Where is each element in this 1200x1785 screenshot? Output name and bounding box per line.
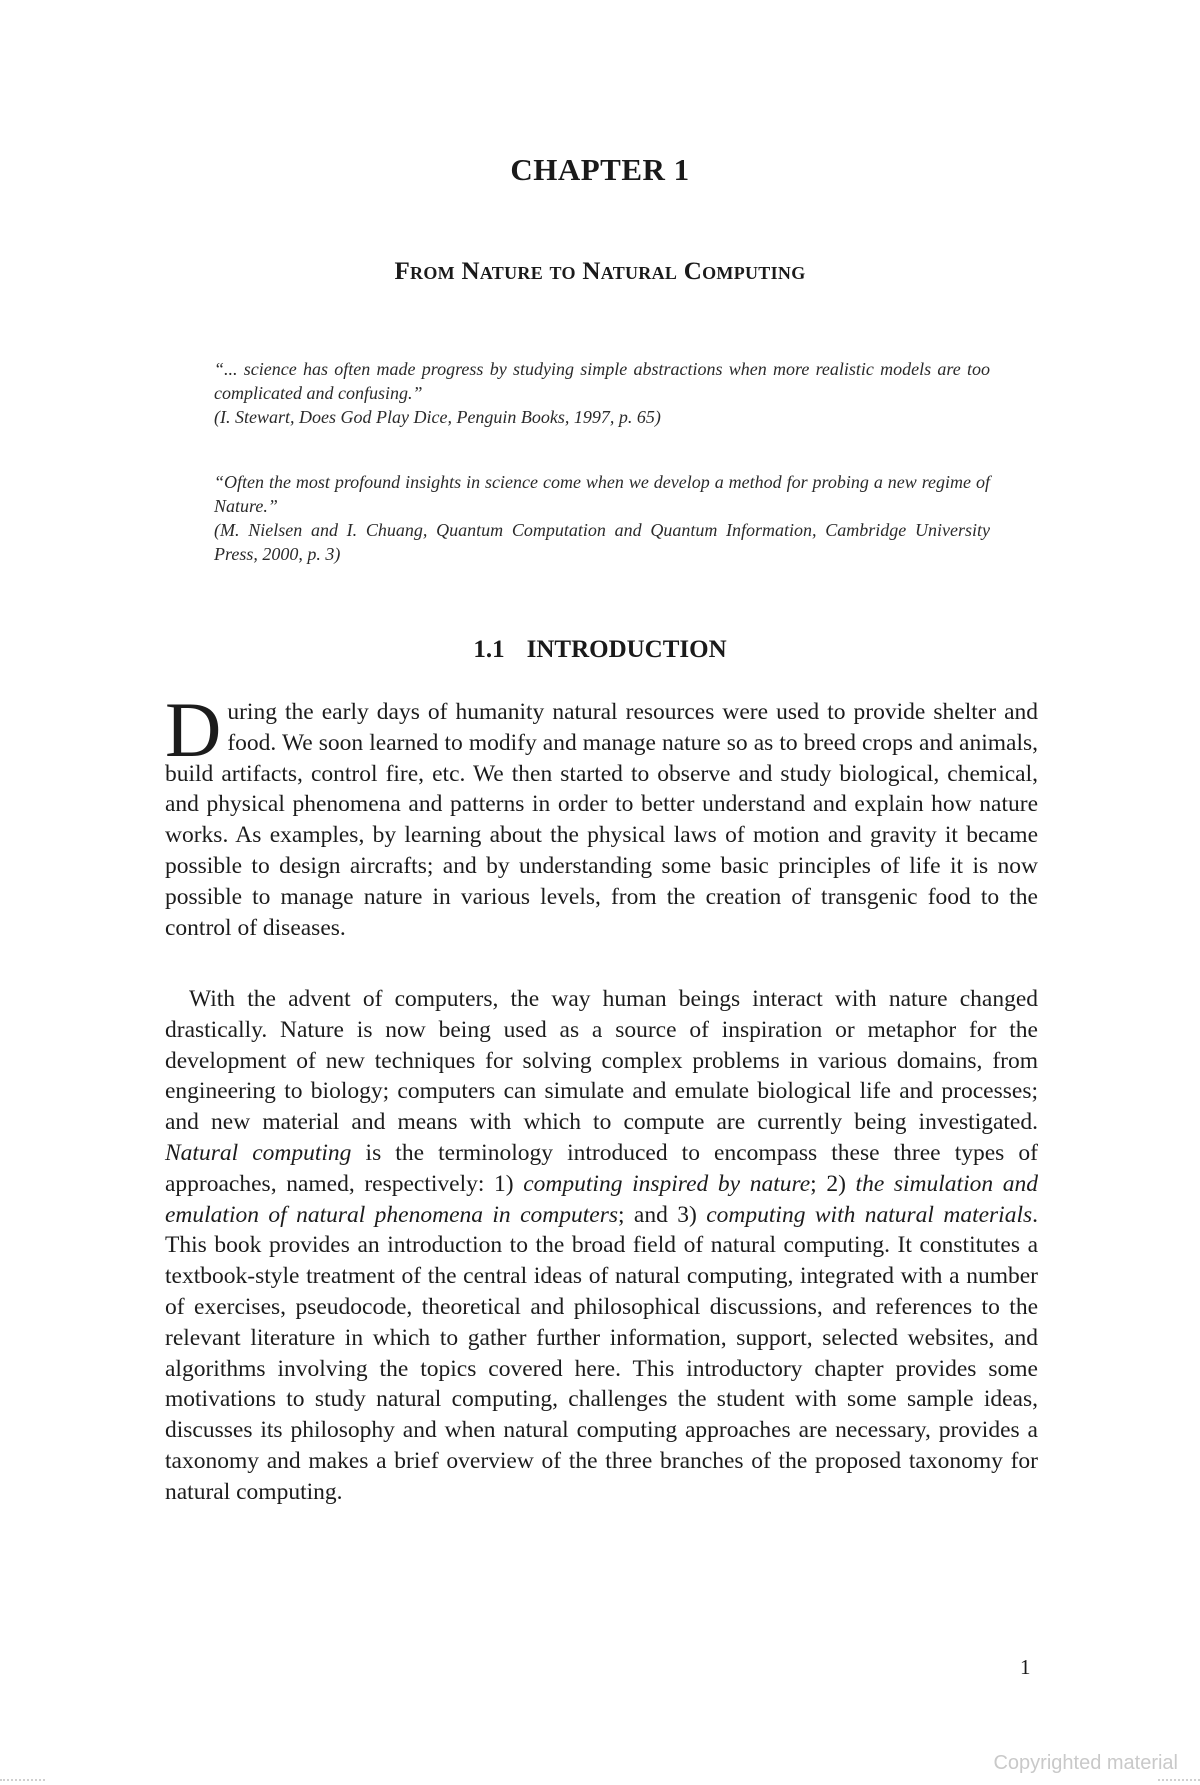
emphasis-term: computing inspired by nature <box>523 1170 811 1197</box>
epigraph-1 <box>214 357 990 429</box>
section-number: 1.1 <box>473 636 505 663</box>
epigraph-quote: “Often the most profound insights in science come when we develop a method for probing a new regime of Nature.” <box>214 472 990 516</box>
paragraph-text: . This book provides an introduction to the broad field of natural computing. It constitutes a textbook-style treatment of the central ideas of natural computing, integrated with a number of exercises, pseudocode, theoretical and philosophical discussions, and references to the relevant literature in which to gather further information, support, selected websites, and algorithms involving the topics covered here. This introductory chapter provides some motivations to study natural computing, challenges the student with some sample ideas, discusses its philosophy and when natural computing approaches are necessary, provides a taxonomy and makes a brief overview of the three branches of the proposed taxonomy for natural computing. <box>165 1201 1039 1505</box>
section-heading <box>0 636 1200 664</box>
emphasis-term: computing with natural materials <box>706 1201 1033 1228</box>
epigraph-quote: “... science has often made progress by studying simple abstractions when more realistic models are too complicated and confusing.” <box>214 359 990 403</box>
chapter-title: From Nature to Natural Computing <box>394 258 806 285</box>
drop-cap: D <box>165 686 222 773</box>
paragraph-text: ; 2) <box>810 1170 856 1197</box>
section-title: INTRODUCTION <box>526 636 727 663</box>
paragraph-2 <box>165 984 1038 1508</box>
epigraph-source: (M. Nielsen and I. Chuang, Quantum Computation and Quantum Information, Cambridge University Press, 2000, p. 3) <box>214 520 990 564</box>
emphasis-term: the simulation and emulation of natural phenomena in computers <box>165 1170 1039 1228</box>
paragraph-text: With the advent of computers, the way human beings interact with nature changed drastically. Nature is now being used as a source of inspiration or metaphor for the development of new techniques for solving complex problems in various domains, from engineering to biology; computers can simulate and emulate biological life and processes; and new material and means with which to compute are currently being investigated. <box>165 986 1038 1136</box>
emphasis-term: Natural computing <box>165 1139 352 1166</box>
paragraph-text: ; and 3) <box>618 1201 707 1228</box>
dotted-edge-left <box>0 1779 45 1781</box>
paragraph-text: uring the early days of humanity natural resources were used to provide shelter and food. We soon learned to modify and manage nature so as to breed crops and animals, build artifacts, control fire, etc. We then started to observe and study biological, chemical, and physical phenomena and patterns in order to better understand and explain how nature works. As examples, by learning about the physical laws of motion and gravity it became possible to design aircrafts; and by understanding some basic principles of life it is now possible to manage nature in various levels, from the creation of transgenic food to the control of diseases. <box>165 699 1038 941</box>
dotted-edge-right <box>1158 1779 1200 1781</box>
chapter-label: CHAPTER 1 <box>510 152 690 187</box>
paragraph-1 <box>165 686 1038 943</box>
page-number: 1 <box>1020 1655 1031 1679</box>
paragraph-text: is the terminology introduced to encompass these three types of approaches, named, respectively: 1) <box>165 1139 1038 1197</box>
epigraph-2 <box>214 470 990 566</box>
copyright-watermark: Copyrighted material <box>993 1752 1178 1774</box>
epigraph-source: (I. Stewart, Does God Play Dice, Penguin Books, 1997, p. 65) <box>214 407 661 427</box>
